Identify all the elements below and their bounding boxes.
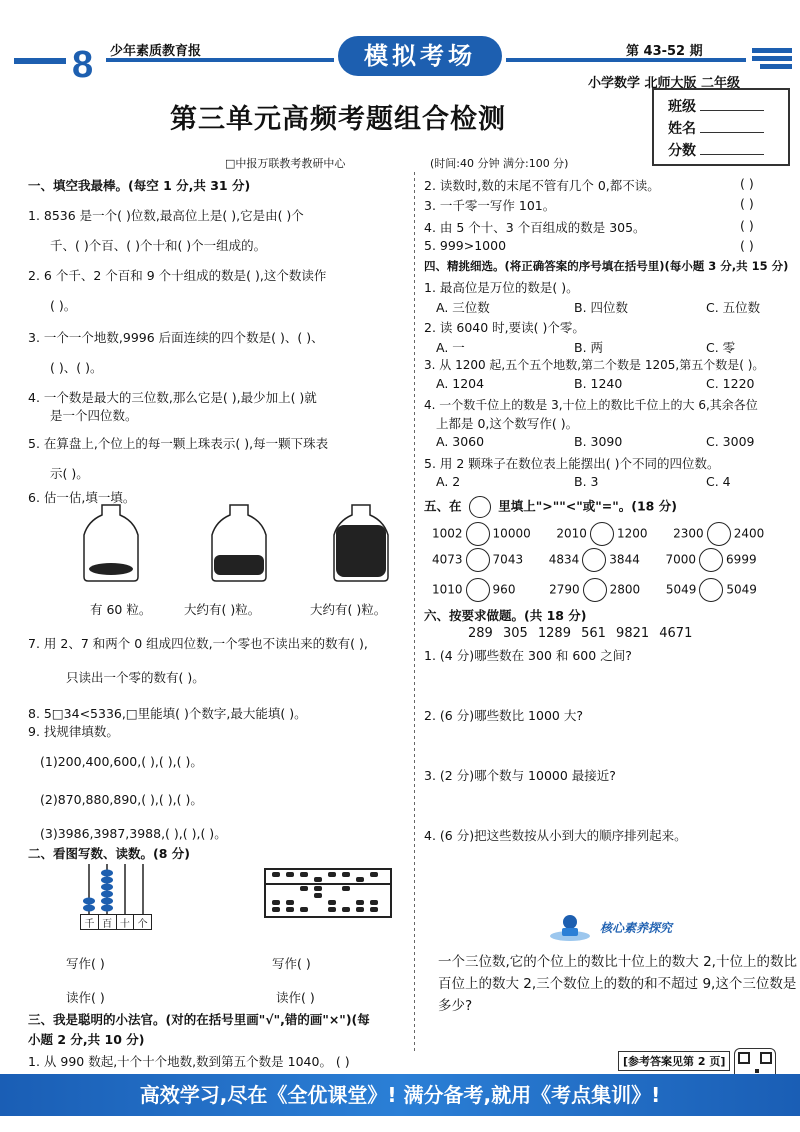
section-6-question-2: 2. (6 分)哪些数比 1000 大? xyxy=(424,708,583,723)
mc-4-option-a: A. 3060 xyxy=(436,434,485,449)
compare-circle[interactable] xyxy=(582,548,606,572)
name-field[interactable] xyxy=(668,118,764,138)
paper-name: 少年素质教育报 xyxy=(110,44,202,59)
write-answer-1: 写作( ) xyxy=(66,956,105,971)
header-rule-left xyxy=(14,58,66,64)
question-3-cont: ( )、( )。 xyxy=(50,360,103,375)
section-2-title: 二、看图写数、读数。(8 分) xyxy=(28,846,190,861)
thousands-label: 千 xyxy=(81,915,99,929)
section-4-title: 四、精挑细选。(将正确答案的序号填在括号里)(每小题 3 分,共 15 分) xyxy=(424,259,789,273)
mc-2-option-b: B. 两 xyxy=(574,340,604,355)
compare-circle-icon xyxy=(469,496,491,518)
answer-paren: ( ) xyxy=(740,238,754,253)
answer-paren: ( ) xyxy=(740,218,754,233)
compare-circle[interactable] xyxy=(466,548,490,572)
class-field[interactable] xyxy=(668,96,764,116)
section-6-title: 六、按要求做题。(共 18 分) xyxy=(424,608,587,623)
question-7: 7. 用 2、7 和两个 0 组成四位数,一个零也不读出来的数有( ), xyxy=(28,636,368,651)
mc-question-4: 4. 一个数千位上的数是 3,十位上的数比千位上的大 6,其余各位 xyxy=(424,398,758,412)
exam-banner: 模拟考场 xyxy=(338,36,502,76)
counting-abacus xyxy=(80,862,152,930)
section-3-question-2: 2. 读数时,数的末尾不管有几个 0,都不读。 xyxy=(424,178,660,193)
mc-3-option-a: A. 1204 xyxy=(436,376,485,391)
section-6-question-3: 3. (2 分)哪个数与 10000 最接近? xyxy=(424,768,616,783)
compare-circle[interactable] xyxy=(699,578,723,602)
compare-left: 1010 xyxy=(432,582,463,597)
badge-label: 核心素养探究 xyxy=(600,921,673,935)
question-9-2: (2)870,880,890,( ),( ),( )。 xyxy=(40,792,203,807)
ones-label: 个 xyxy=(137,919,148,930)
section-6-question-4: 4. (6 分)把这些数按从小到大的顺序排列起来。 xyxy=(424,828,687,843)
jar-3-label: 大约有( )粒。 xyxy=(310,602,387,617)
section-3-question-3: 3. 一千零一写作 101。 xyxy=(424,198,556,213)
mc-1-option-c: C. 五位数 xyxy=(706,300,761,315)
source-line: □中报万联教考教研中心 xyxy=(225,157,346,170)
compare-circle[interactable] xyxy=(707,522,731,546)
name-label: 姓名 xyxy=(668,121,696,137)
question-1: 1. 8536 是一个( )位数,最高位上是( ),它是由( )个 xyxy=(28,208,304,223)
compare-right: 6999 xyxy=(726,552,757,567)
compare-left: 1002 xyxy=(432,526,463,541)
column-divider xyxy=(414,172,415,1054)
compare-circle[interactable] xyxy=(466,522,490,546)
compare-right: 10000 xyxy=(492,526,531,541)
page-title: 第三单元高频考题组合检测 xyxy=(170,104,506,135)
mc-3-option-b: B. 1240 xyxy=(574,376,623,391)
question-1-cont: 千、( )个百、( )个十和( )个一组成的。 xyxy=(50,238,267,253)
mc-question-1: 1. 最高位是万位的数是( )。 xyxy=(424,280,579,295)
score-label: 分数 xyxy=(668,143,696,159)
section-1-title: 一、填空我最棒。(每空 1 分,共 31 分) xyxy=(28,178,251,193)
compare-row-2 xyxy=(432,548,757,572)
compare-left: 2300 xyxy=(673,526,704,541)
compare-right: 960 xyxy=(492,582,516,597)
mc-4-option-b: B. 3090 xyxy=(574,434,623,449)
mc-5-option-c: C. 4 xyxy=(706,474,731,489)
section-3-question-1: 1. 从 990 数起,十个十个地数,数到第五个数是 1040。 ( ) xyxy=(28,1054,350,1069)
question-9-1: (1)200,400,600,( ),( ),( )。 xyxy=(40,754,203,769)
question-9: 9. 找规律填数。 xyxy=(28,724,119,739)
compare-left: 4073 xyxy=(432,552,463,567)
compare-left: 7000 xyxy=(665,552,697,567)
compare-right: 2400 xyxy=(733,526,765,541)
question-4: 4. 一个数是最大的三位数,那么它是( ),最少加上( )就 xyxy=(28,390,317,405)
section-5-title xyxy=(424,496,677,518)
write-answer-2: 写作( ) xyxy=(272,956,311,971)
question-5-cont: 示( )。 xyxy=(50,466,89,481)
mc-5-option-a: A. 2 xyxy=(436,474,461,489)
question-4-cont: 是一个四位数。 xyxy=(50,408,138,423)
mc-2-option-c: C. 零 xyxy=(706,340,736,355)
class-label: 班级 xyxy=(668,99,696,115)
core-question-line-3: 多少? xyxy=(438,998,473,1014)
stripe-decoration xyxy=(752,48,792,53)
compare-left: 2790 xyxy=(549,582,580,597)
compare-right: 2800 xyxy=(609,582,641,597)
question-7-cont: 只读出一个零的数有( )。 xyxy=(66,670,205,685)
mc-2-option-a: A. 一 xyxy=(436,340,465,355)
answer-reference: [参考答案见第 2 页] xyxy=(618,1051,730,1071)
jar-1-illustration xyxy=(80,503,142,583)
tens-label: 十 xyxy=(117,915,135,929)
stripe-decoration xyxy=(760,64,792,69)
section-3-question-4: 4. 由 5 个十、3 个百组成的数是 305。 xyxy=(424,220,646,235)
compare-circle[interactable] xyxy=(466,578,490,602)
jar-1-label: 有 60 粒。 xyxy=(90,602,152,617)
question-9-3: (3)3986,3987,3988,( ),( ),( )。 xyxy=(40,826,227,841)
compare-left: 2010 xyxy=(556,526,587,541)
suanpan-abacus xyxy=(264,868,392,918)
time-info: (时间:40 分钟 满分:100 分) xyxy=(430,157,569,170)
subject-line: 小学数学 北师大版 二年级 xyxy=(588,76,741,91)
section-3-title: 三、我是聪明的小法官。(对的在括号里画"√",错的画"×")(每 xyxy=(28,1012,370,1027)
section-5-title-b: 里填上">""<"或"="。(18 分) xyxy=(498,498,677,514)
mc-1-option-b: B. 四位数 xyxy=(574,300,629,315)
compare-row-3 xyxy=(432,578,757,602)
core-question-line-1: 一个三位数,它的个位上的数比十位上的数大 2,十位上的数比 xyxy=(438,954,797,970)
mc-5-option-b: B. 3 xyxy=(574,474,599,489)
issue-number: 第 43-52 期 xyxy=(626,44,703,59)
compare-circle[interactable] xyxy=(590,522,614,546)
answer-paren: ( ) xyxy=(740,176,754,191)
jar-2-label: 大约有( )粒。 xyxy=(184,602,261,617)
compare-left: 4834 xyxy=(548,552,580,567)
section-5-title-a: 五、在 xyxy=(424,498,462,514)
footer-banner: 高效学习,尽在《全优课堂》! 满分备考,就用《考点集训》! xyxy=(0,1074,800,1116)
number-list: 289 305 1289 561 9821 4671 xyxy=(468,626,693,641)
question-2: 2. 6 个千、2 个百和 9 个十组成的数是( ),这个数读作 xyxy=(28,268,327,283)
question-2-cont: ( )。 xyxy=(50,298,77,313)
read-answer-1: 读作( ) xyxy=(66,990,105,1005)
compare-left: 5049 xyxy=(665,582,697,597)
core-literacy-badge xyxy=(548,912,696,942)
mc-question-5: 5. 用 2 颗珠子在数位表上能摆出( )个不同的四位数。 xyxy=(424,456,720,471)
compare-right: 5049 xyxy=(726,582,757,597)
answer-paren: ( ) xyxy=(740,196,754,211)
book-icon xyxy=(548,912,596,942)
section-3-title-cont: 小题 2 分,共 10 分) xyxy=(28,1032,145,1047)
compare-circle[interactable] xyxy=(699,548,723,572)
jar-3-illustration xyxy=(330,503,392,583)
section-6-question-1: 1. (4 分)哪些数在 300 和 600 之间? xyxy=(424,648,632,663)
compare-right: 1200 xyxy=(616,526,648,541)
question-8: 8. 5□34<5336,□里能填( )个数字,最大能填( )。 xyxy=(28,706,307,721)
mc-4-option-c: C. 3009 xyxy=(706,434,755,449)
page-number: 8 xyxy=(72,44,94,86)
mc-1-option-a: A. 三位数 xyxy=(436,300,490,315)
compare-circle[interactable] xyxy=(583,578,607,602)
jar-2-illustration xyxy=(208,503,270,583)
mc-question-3: 3. 从 1200 起,五个五个地数,第二个数是 1205,第五个数是( )。 xyxy=(424,358,765,372)
stripe-decoration xyxy=(752,56,792,61)
compare-right: 3844 xyxy=(609,552,640,567)
compare-row-1 xyxy=(432,522,764,546)
question-5: 5. 在算盘上,个位上的每一颗上珠表示( ),每一颗下珠表 xyxy=(28,436,329,451)
mc-3-option-c: C. 1220 xyxy=(706,376,755,391)
core-question-line-2: 百位上的数大 2,三个数位上的数的和不超过 9,这个三位数是 xyxy=(438,976,797,992)
question-6: 6. 估一估,填一填。 xyxy=(28,490,136,505)
student-info-box xyxy=(652,88,790,166)
score-field[interactable] xyxy=(668,140,764,160)
mc-question-4-cont: 上都是 0,这个数写作( )。 xyxy=(436,416,579,431)
hundreds-label: 百 xyxy=(99,915,117,929)
mc-question-2: 2. 读 6040 时,要读( )个零。 xyxy=(424,320,585,335)
section-3-question-5: 5. 999>1000 xyxy=(424,238,507,253)
compare-right: 7043 xyxy=(492,552,524,567)
read-answer-2: 读作( ) xyxy=(276,990,315,1005)
question-3: 3. 一个一个地数,9996 后面连续的四个数是( )、( )、 xyxy=(28,330,324,345)
